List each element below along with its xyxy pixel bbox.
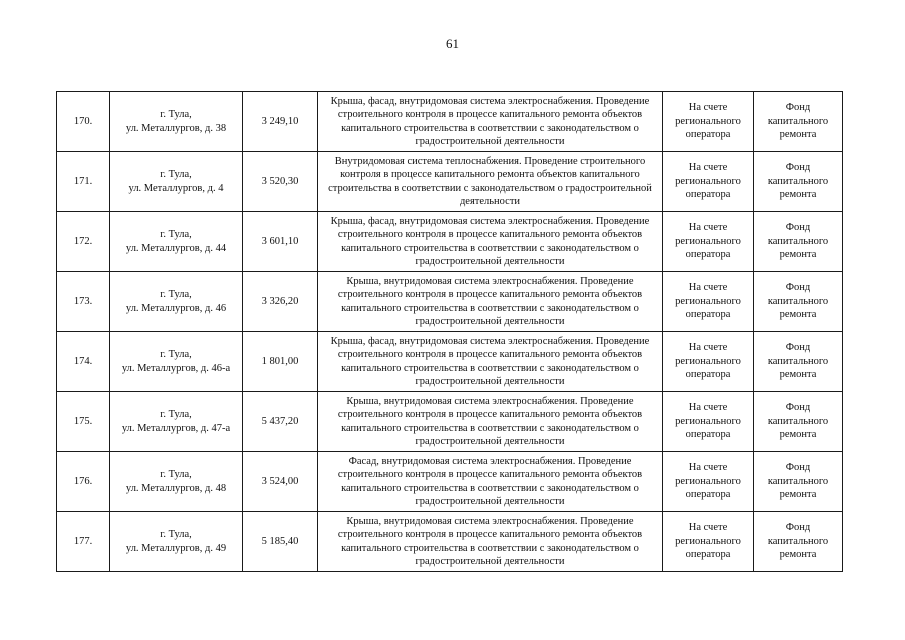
source-cell: Фонд капитального ремонта <box>754 212 843 272</box>
cost-cell: 3 524,00 <box>243 452 318 512</box>
table-row <box>57 452 843 512</box>
source-cell: Фонд капитального ремонта <box>754 92 843 152</box>
address-cell <box>110 272 243 332</box>
works-cell: Крыша, внутридомовая система электроснабжения. Проведение строительного контроля в процессе капитального ремонта объектов капитального строительства в соответствии с законодательством о градостроительной деятельности <box>318 392 663 452</box>
address-street: ул. Металлургов, д. 44 <box>125 242 227 254</box>
address-street: ул. Металлургов, д. 46 <box>125 302 227 314</box>
address-street: ул. Металлургов, д. 38 <box>125 122 227 134</box>
table-row <box>57 152 843 212</box>
table-row <box>57 332 843 392</box>
source-cell: Фонд капитального ремонта <box>754 512 843 572</box>
address-city: г. Тула, <box>160 109 192 121</box>
method-cell: На счете регионального оператора <box>663 92 754 152</box>
method-cell: На счете регионального оператора <box>663 212 754 272</box>
cost-cell: 1 801,00 <box>243 332 318 392</box>
address-cell <box>110 152 243 212</box>
row-number: 173. <box>57 272 110 332</box>
row-number: 177. <box>57 512 110 572</box>
method-cell: На счете регионального оператора <box>663 392 754 452</box>
works-cell: Крыша, внутридомовая система электроснабжения. Проведение строительного контроля в процессе капитального ремонта объектов капитального строительства в соответствии с законодательством о градостроительной деятельности <box>318 512 663 572</box>
address-cell <box>110 452 243 512</box>
source-cell: Фонд капитального ремонта <box>754 332 843 392</box>
works-cell: Крыша, фасад, внутридомовая система электроснабжения. Проведение строительного контроля в процессе капитального ремонта объектов капитального строительства в соответствии с законодательством о градостроительной деятельности <box>318 212 663 272</box>
page-number: 61 <box>446 36 459 51</box>
address-street: ул. Металлургов, д. 4 <box>128 182 224 194</box>
works-cell: Крыша, внутридомовая система электроснабжения. Проведение строительного контроля в процессе капитального ремонта объектов капитального строительства в соответствии с законодательством о градостроительной деятельности <box>318 272 663 332</box>
row-number: 170. <box>57 92 110 152</box>
source-cell: Фонд капитального ремонта <box>754 152 843 212</box>
method-cell: На счете регионального оператора <box>663 512 754 572</box>
table-row <box>57 92 843 152</box>
works-cell: Фасад, внутридомовая система электроснабжения. Проведение строительного контроля в процессе капитального ремонта объектов капитального строительства в соответствии с законодательством о градостроительной деятельности <box>318 452 663 512</box>
cost-cell: 3 326,20 <box>243 272 318 332</box>
works-cell: Крыша, фасад, внутридомовая система электроснабжения. Проведение строительного контроля в процессе капитального ремонта объектов капитального строительства в соответствии с законодательством о градостроительной деятельности <box>318 92 663 152</box>
address-cell <box>110 212 243 272</box>
row-number: 175. <box>57 392 110 452</box>
address-city: г. Тула, <box>160 409 192 421</box>
method-cell: На счете регионального оператора <box>663 332 754 392</box>
row-number: 172. <box>57 212 110 272</box>
address-city: г. Тула, <box>160 349 192 361</box>
address-city: г. Тула, <box>160 229 192 241</box>
capital-repair-table <box>56 91 843 572</box>
row-number: 176. <box>57 452 110 512</box>
works-cell: Крыша, фасад, внутридомовая система электроснабжения. Проведение строительного контроля в процессе капитального ремонта объектов капитального строительства в соответствии с законодательством о градостроительной деятельности <box>318 332 663 392</box>
cost-cell: 3 249,10 <box>243 92 318 152</box>
address-cell <box>110 332 243 392</box>
row-number: 174. <box>57 332 110 392</box>
table-row <box>57 512 843 572</box>
source-cell: Фонд капитального ремонта <box>754 452 843 512</box>
works-cell: Внутридомовая система теплоснабжения. Проведение строительного контроля в процессе капитального ремонта объектов капитального строительства в соответствии с законодательством о градостроительной деятельности <box>318 152 663 212</box>
address-street: ул. Металлургов, д. 49 <box>125 542 227 554</box>
cost-cell: 3 601,10 <box>243 212 318 272</box>
address-street: ул. Металлургов, д. 46-а <box>121 362 231 374</box>
method-cell: На счете регионального оператора <box>663 272 754 332</box>
address-cell <box>110 92 243 152</box>
cost-cell: 5 185,40 <box>243 512 318 572</box>
table-row <box>57 212 843 272</box>
address-street: ул. Металлургов, д. 47-а <box>121 422 231 434</box>
method-cell: На счете регионального оператора <box>663 152 754 212</box>
address-city: г. Тула, <box>160 469 192 481</box>
address-cell <box>110 392 243 452</box>
source-cell: Фонд капитального ремонта <box>754 392 843 452</box>
cost-cell: 5 437,20 <box>243 392 318 452</box>
address-cell <box>110 512 243 572</box>
source-cell: Фонд капитального ремонта <box>754 272 843 332</box>
address-city: г. Тула, <box>160 529 192 541</box>
row-number: 171. <box>57 152 110 212</box>
method-cell: На счете регионального оператора <box>663 452 754 512</box>
address-city: г. Тула, <box>160 289 192 301</box>
cost-cell: 3 520,30 <box>243 152 318 212</box>
table-row <box>57 272 843 332</box>
address-street: ул. Металлургов, д. 48 <box>125 482 227 494</box>
table-row <box>57 392 843 452</box>
address-city: г. Тула, <box>160 169 192 181</box>
